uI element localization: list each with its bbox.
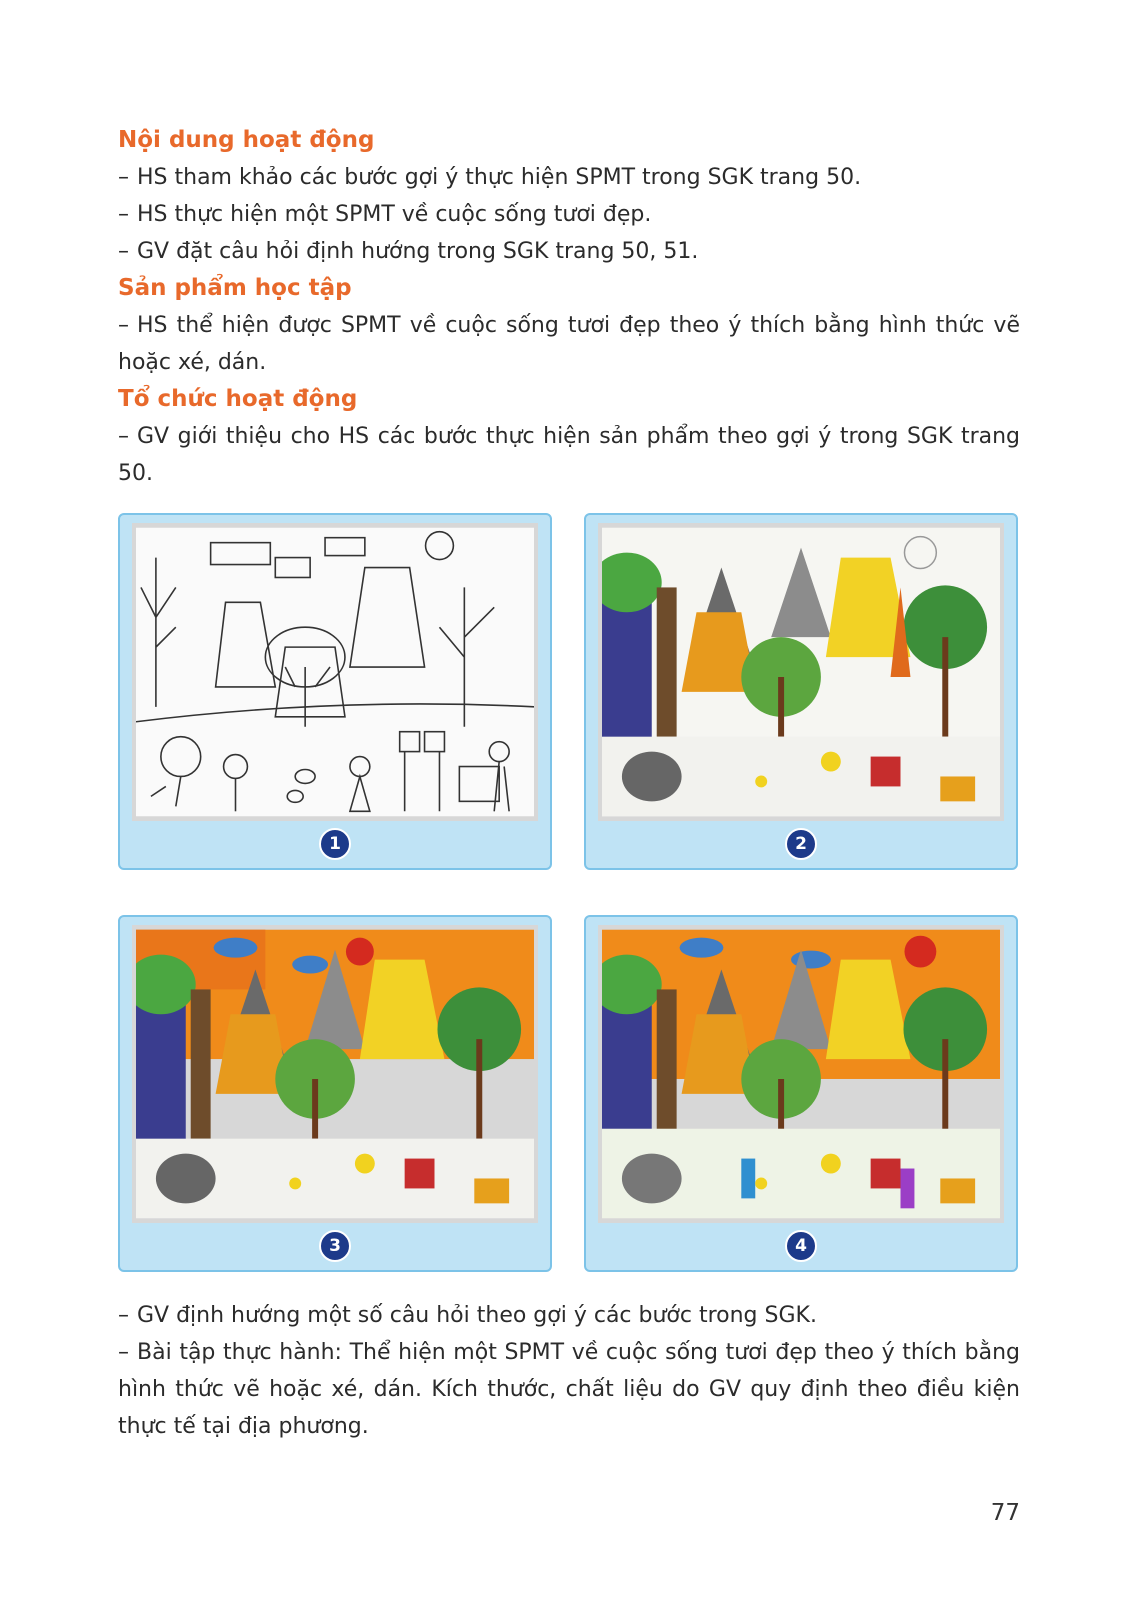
- heading-san-pham: Sản phẩm học tập: [118, 275, 352, 301]
- step-number-badge: 2: [785, 828, 817, 860]
- list-item: [118, 1297, 1020, 1334]
- colored-drawing-sky: [136, 929, 534, 1219]
- item-text: HS thực hiện một SPMT về cuộc sống tươi đẹp.: [137, 202, 652, 227]
- dash: –: [118, 1340, 129, 1365]
- page-number: 77: [990, 1500, 1020, 1526]
- step-number-badge: 4: [785, 1230, 817, 1262]
- dash: –: [118, 202, 129, 227]
- list-item: [118, 233, 1020, 270]
- dash: –: [118, 424, 129, 449]
- sketch-drawing: [136, 527, 534, 817]
- list-item: [118, 196, 1020, 233]
- list-item: [118, 159, 1020, 196]
- item-text: GV định hướng một số câu hỏi theo gợi ý các bước trong SGK.: [137, 1303, 817, 1328]
- step-card-1: [118, 513, 552, 870]
- list-item: [118, 1334, 1020, 1445]
- step-card-3: [118, 915, 552, 1272]
- list-item: [118, 418, 1020, 492]
- step-card-2: [584, 513, 1018, 870]
- item-text: GV đặt câu hỏi định hướng trong SGK trang 50, 51.: [137, 239, 699, 264]
- step-number-badge: 3: [319, 1230, 351, 1262]
- item-text: HS tham khảo các bước gợi ý thực hiện SPMT trong SGK trang 50.: [137, 165, 862, 190]
- bottom-text: [118, 1297, 1020, 1445]
- dash: –: [118, 239, 129, 264]
- step-card-4: [584, 915, 1018, 1272]
- heading-to-chuc: Tổ chức hoạt động: [118, 386, 358, 412]
- step-image-frame: [598, 925, 1004, 1223]
- colored-drawing-partial: [602, 527, 1000, 817]
- item-text: HS thể hiện được SPMT về cuộc sống tươi đẹp theo ý thích bằng hình thức vẽ hoặc xé, dán.: [118, 313, 1020, 375]
- step-image-frame: [132, 523, 538, 821]
- heading-noi-dung: Nội dung hoạt động: [118, 127, 375, 153]
- top-text: [118, 122, 1020, 492]
- colored-drawing-complete: [602, 929, 1000, 1219]
- dash: –: [118, 313, 129, 338]
- dash: –: [118, 165, 129, 190]
- step-number-badge: 1: [319, 828, 351, 860]
- step-image-frame: [132, 925, 538, 1223]
- step-images-grid: [118, 513, 1020, 1273]
- item-text: GV giới thiệu cho HS các bước thực hiện sản phẩm theo gợi ý trong SGK trang 50.: [118, 424, 1020, 486]
- step-image-frame: [598, 523, 1004, 821]
- item-text: Bài tập thực hành: Thể hiện một SPMT về cuộc sống tươi đẹp theo ý thích bằng hình thức vẽ hoặc xé, dán. Kích thước, chất liệu do GV quy định theo điều kiện thực tế tại địa phương.: [118, 1340, 1020, 1439]
- list-item: [118, 307, 1020, 381]
- dash: –: [118, 1303, 129, 1328]
